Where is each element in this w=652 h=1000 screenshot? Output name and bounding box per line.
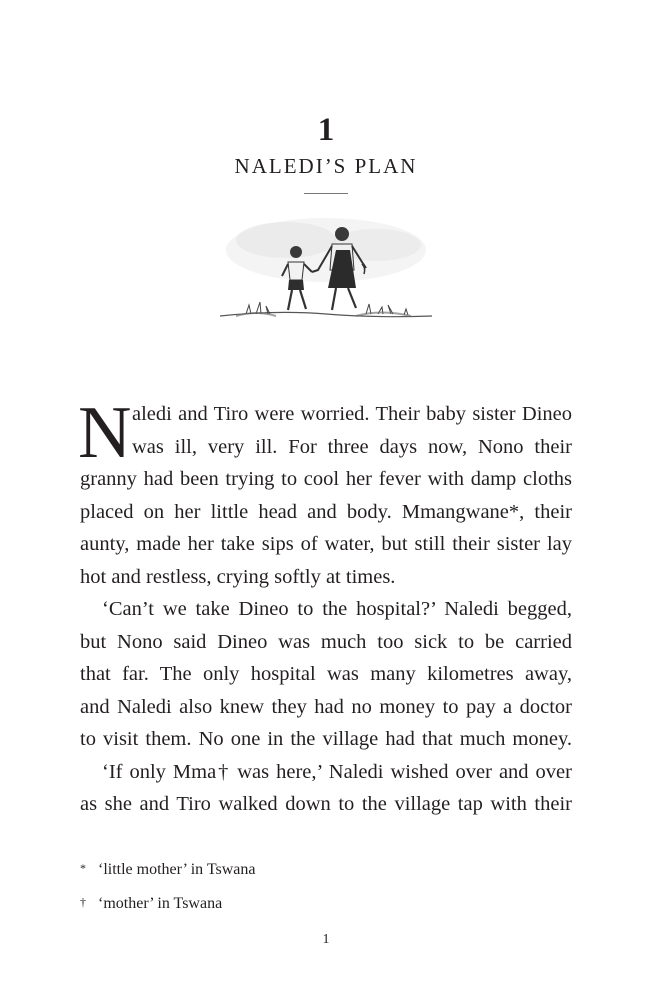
- chapter-title: NALEDI’S PLAN: [234, 154, 418, 178]
- text-line: that far. The only hospital was many kilometres away,: [80, 663, 572, 685]
- footnote-mark: *: [80, 861, 86, 875]
- page-number: 1: [322, 932, 330, 947]
- drop-cap: N: [78, 392, 132, 474]
- text-line: aunty, made her take sips of water, but still their sister lay: [80, 533, 572, 555]
- body-text: [78, 392, 572, 821]
- footnote-mark: †: [80, 895, 86, 909]
- text-line: as she and Tiro walked down to the village tap with their: [80, 793, 572, 815]
- footnote-text: ‘mother’ in Tswana: [98, 895, 223, 912]
- text-line: ‘If only Mma† was here,’ Naledi wished over and over: [102, 760, 572, 783]
- footnote: [80, 886, 572, 920]
- footnotes: [80, 852, 572, 920]
- text-line: aledi and Tiro were worried. Their baby sister Dineo: [132, 403, 572, 425]
- text-line: to visit them. No one in the village had that much money.: [80, 728, 572, 750]
- text-line: hot and restless, crying softly at times.: [80, 565, 396, 588]
- text-line: granny had been trying to cool her fever with damp cloths: [80, 468, 572, 490]
- text-line: placed on her little head and body. Mmangwane*, their: [80, 500, 572, 523]
- text-line: was ill, very ill. For three days now, Nono their: [132, 435, 572, 458]
- two-children-running-sketch: [216, 210, 436, 328]
- text-line: and Naledi also knew they had no money to pay a doctor: [80, 695, 572, 718]
- title-divider: [304, 193, 348, 194]
- text-line: ‘Can’t we take Dineo to the hospital?’ Naledi begged,: [102, 598, 572, 620]
- footnote: [80, 852, 572, 886]
- text-line: but Nono said Dineo was much too sick to be carried: [80, 630, 572, 653]
- chapter-number: 1: [317, 112, 335, 148]
- footnote-text: ‘little mother’ in Tswana: [98, 861, 256, 878]
